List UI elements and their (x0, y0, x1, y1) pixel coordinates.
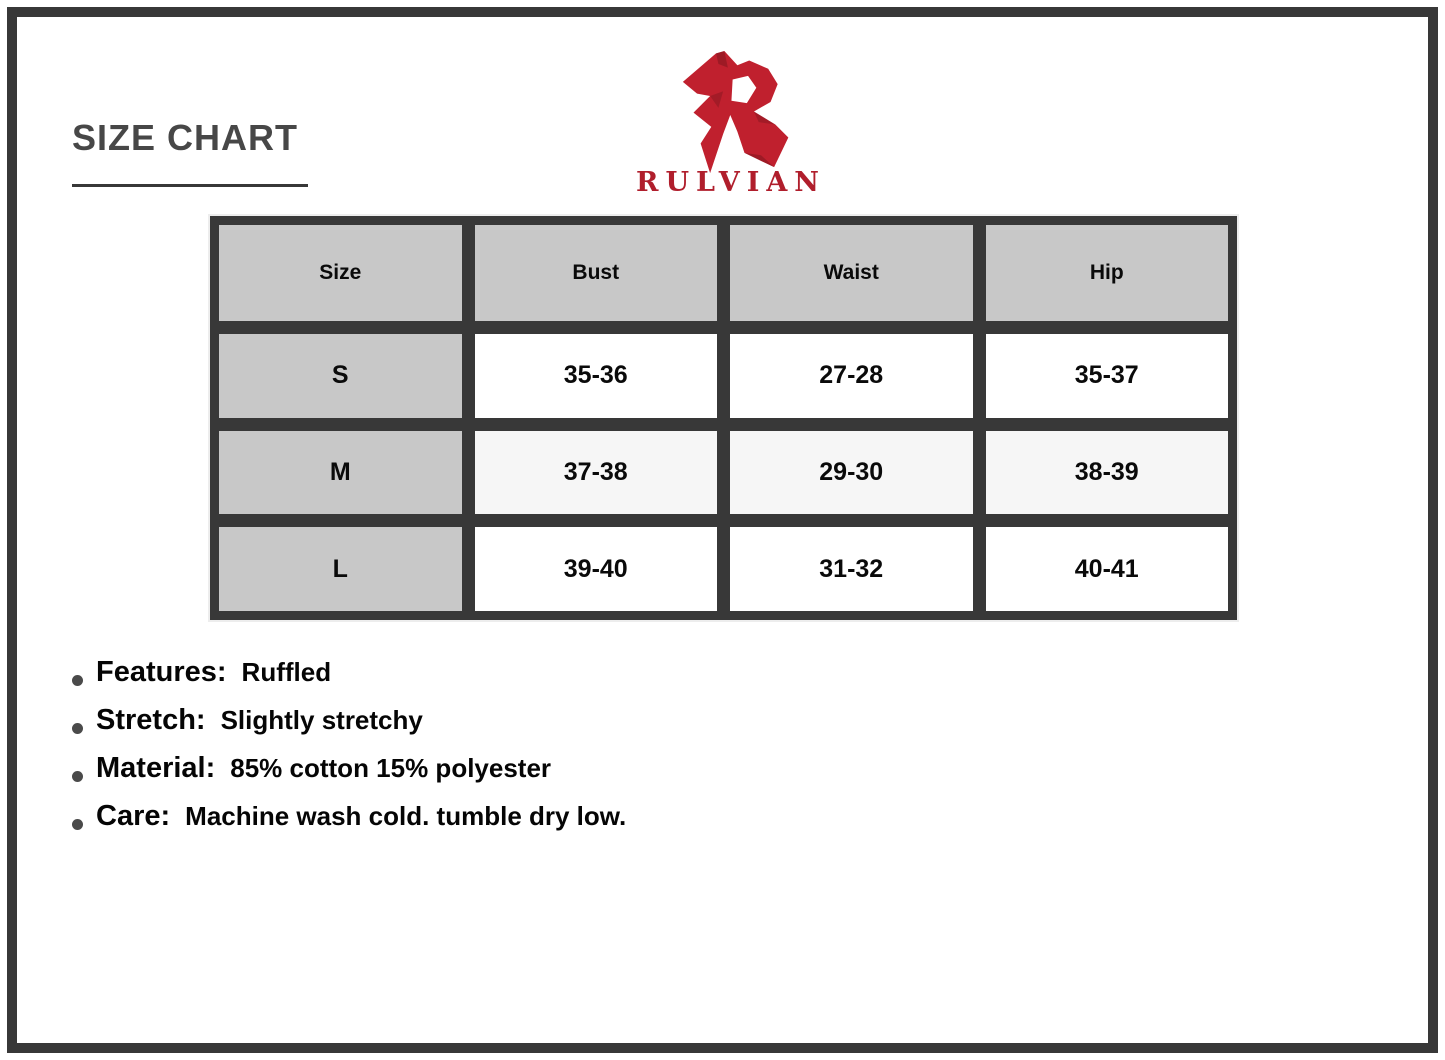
row-l-hip-cell: 40-41 (986, 527, 1229, 611)
column-header-waist: Waist (730, 225, 973, 321)
row-m-waist-cell: 29-30 (730, 431, 973, 515)
bullet-icon (72, 723, 83, 734)
row-l-bust-cell: 39-40 (475, 527, 718, 611)
detail-label: Material: (96, 752, 216, 784)
size-chart-table (210, 216, 1237, 620)
title-underline (72, 184, 308, 187)
column-header-bust: Bust (475, 225, 718, 321)
rulvian-angular-r-logo-icon (674, 51, 796, 179)
row-s-waist-cell: 27-28 (730, 334, 973, 418)
row-s-size-cell: S (219, 334, 462, 418)
detail-item-features (72, 656, 626, 704)
detail-item-material (72, 752, 626, 800)
row-m-size-cell: M (219, 431, 462, 515)
detail-label: Features: (96, 656, 227, 688)
detail-item-care (72, 800, 626, 848)
row-m-bust-cell: 37-38 (475, 431, 718, 515)
page-title: SIZE CHART (72, 117, 298, 158)
row-s-hip-cell: 35-37 (986, 334, 1229, 418)
detail-value: 85% cotton 15% polyester (230, 753, 552, 783)
row-l-size-cell: L (219, 527, 462, 611)
product-details-list (72, 656, 626, 848)
detail-value: Slightly stretchy (220, 705, 423, 735)
row-m-hip-cell: 38-39 (986, 431, 1229, 515)
brand-wordmark: RULVIAN (636, 167, 826, 198)
bullet-icon (72, 819, 83, 830)
detail-label: Stretch: (96, 704, 206, 736)
detail-value: Machine wash cold. tumble dry low. (185, 801, 627, 831)
column-header-size: Size (219, 225, 462, 321)
detail-item-stretch (72, 704, 626, 752)
bullet-icon (72, 771, 83, 782)
column-header-hip: Hip (986, 225, 1229, 321)
page-border-frame (7, 7, 1438, 1053)
detail-label: Care: (96, 800, 171, 832)
row-s-bust-cell: 35-36 (475, 334, 718, 418)
detail-value: Ruffled (241, 657, 332, 687)
row-l-waist-cell: 31-32 (730, 527, 973, 611)
bullet-icon (72, 675, 83, 686)
